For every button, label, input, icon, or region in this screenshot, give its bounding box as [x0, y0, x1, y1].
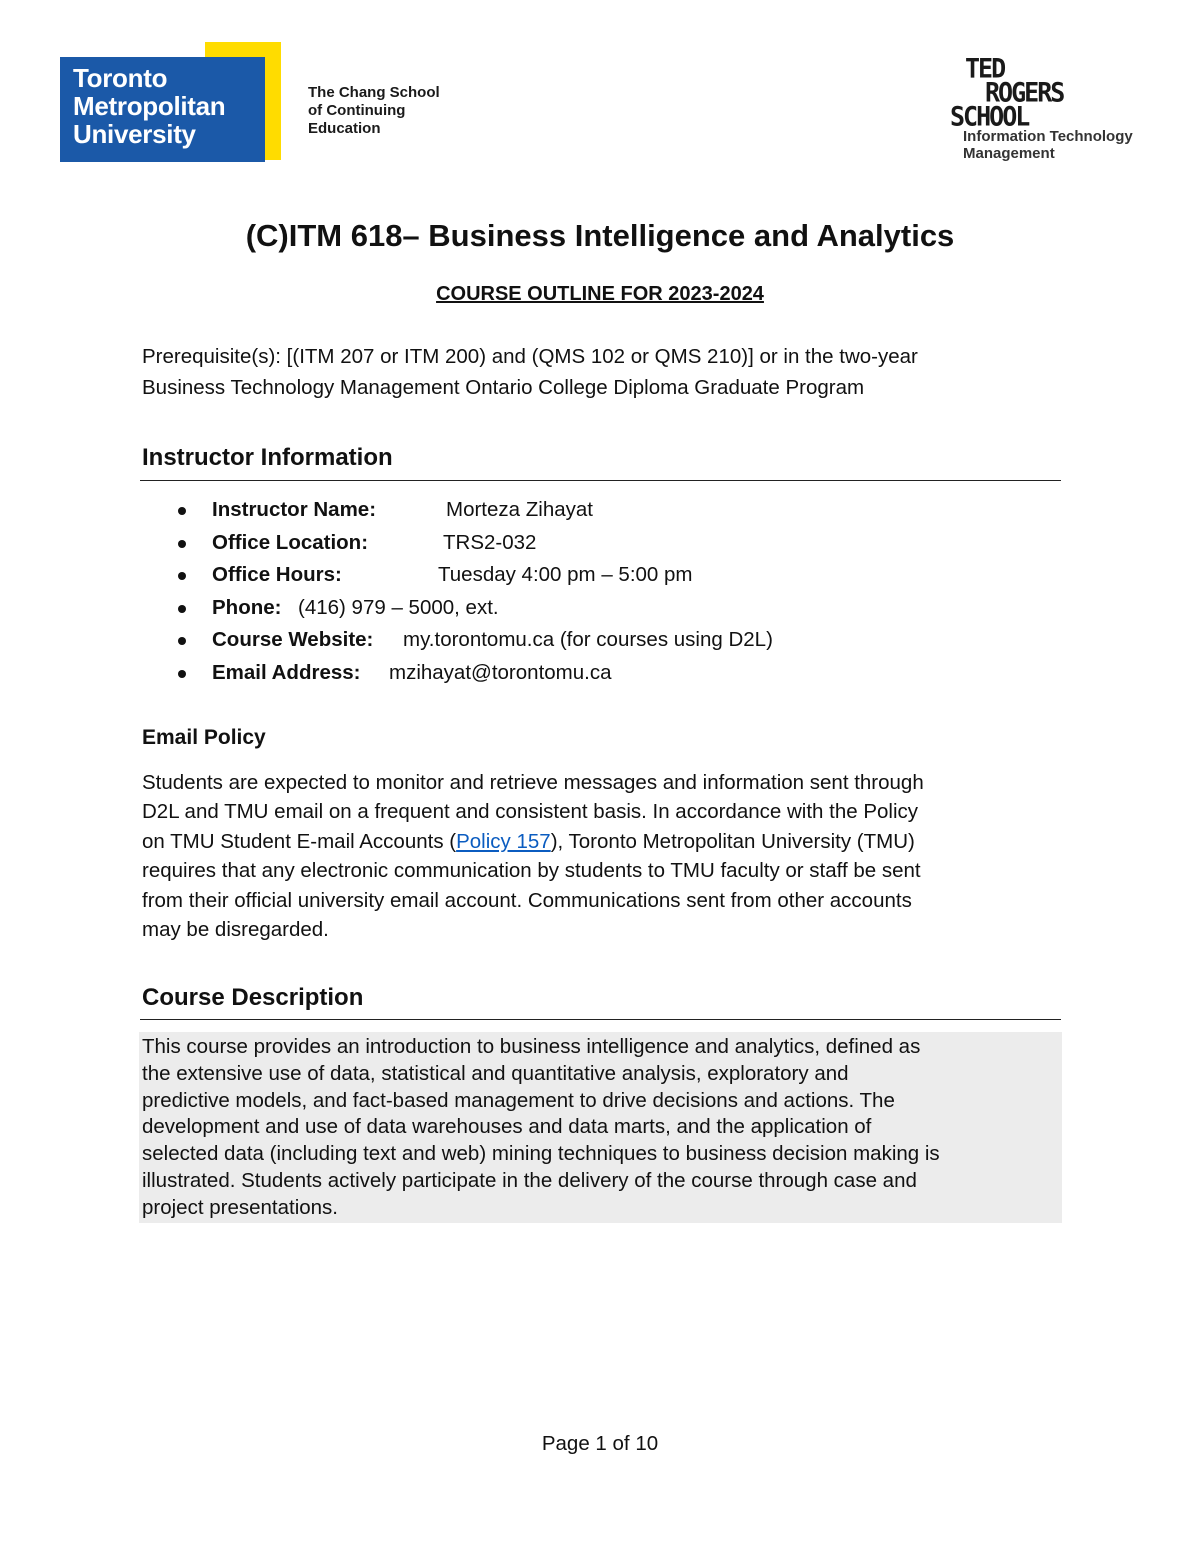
itm-logo-line: Management — [963, 145, 1055, 162]
tmu-logo-line: Toronto — [73, 63, 168, 93]
policy-157-link[interactable]: Policy 157 — [456, 829, 551, 853]
ted-rogers-logo-line: TED — [965, 53, 1005, 84]
prerequisites-line: Prerequisite(s): [(ITM 207 or ITM 200) and (QMS 102 or QMS 210)] or in the two-year — [142, 345, 918, 368]
course-description-heading: Course Description — [142, 984, 364, 1011]
page-number: Page 1 of 10 — [541, 1432, 659, 1455]
item-label: Email Address: — [212, 660, 361, 684]
description-line: illustrated. Students actively participate in the delivery of the course through case and — [142, 1168, 917, 1192]
page-title: (C)ITM 618– Business Intelligence and Analytics — [245, 218, 955, 253]
itm-logo-line: Information Technology — [963, 128, 1133, 145]
paragraph-line: requires that any electronic communication by students to TMU faculty or staff be sent — [142, 859, 921, 883]
description-line: project presentations. — [142, 1195, 339, 1219]
item-label: Course Website: — [212, 628, 374, 651]
bullet-icon — [178, 572, 186, 580]
item-value: Morteza Zihayat — [446, 498, 593, 521]
description-line: predictive models, and fact-based management to drive decisions and actions. The — [142, 1088, 895, 1112]
bullet-icon — [178, 605, 186, 613]
ted-rogers-logo-line: SCHOOL — [950, 101, 1029, 132]
item-label: Office Hours: — [212, 563, 342, 586]
bullet-icon — [178, 670, 186, 678]
paragraph-line: Students are expected to monitor and retrieve messages and information sent through — [142, 771, 924, 794]
paragraph-text: ), Toronto Metropolitan University (TMU) — [550, 829, 915, 853]
ted-rogers-logo-line: ROGERS — [985, 77, 1064, 108]
bullet-icon — [178, 507, 186, 515]
description-line: This course provides an introduction to business intelligence and analytics, defined as — [142, 1035, 921, 1058]
prerequisites-line: Business Technology Management Ontario College Diploma Graduate Program — [142, 376, 865, 399]
paragraph-text: on TMU Student E-mail Accounts ( — [142, 829, 457, 853]
tmu-logo-line: University — [73, 119, 196, 149]
paragraph-line: D2L and TMU email on a frequent and consistent basis. In accordance with the Policy — [142, 800, 919, 824]
paragraph-line: may be disregarded. — [142, 918, 329, 942]
item-value: Tuesday 4:00 pm – 5:00 pm — [438, 563, 693, 586]
description-line: the extensive use of data, statistical and quantitative analysis, exploratory and — [142, 1061, 849, 1085]
email-address: mzihayat@torontomu.ca — [389, 660, 612, 684]
item-label: Instructor Name: — [212, 498, 377, 521]
tmu-logo — [73, 64, 225, 148]
email-policy-text — [142, 768, 1072, 944]
bullet-icon — [178, 540, 186, 548]
ted-rogers-logo-subtitle — [963, 128, 1133, 162]
section-divider — [140, 480, 1061, 481]
email-policy-heading: Email Policy — [142, 726, 266, 749]
paragraph-line — [142, 827, 1072, 856]
course-description-text — [142, 1034, 940, 1222]
paragraph-line: from their official university email account. Communications sent from other accounts — [142, 888, 912, 912]
chang-logo-line: Education — [308, 120, 381, 137]
item-label: Phone: — [212, 595, 282, 619]
item-value: (416) 979 – 5000, ext. — [298, 595, 499, 619]
item-value: TRS2-032 — [443, 530, 537, 554]
item-label: Office Location: — [212, 530, 369, 554]
chang-logo-line: of Continuing — [308, 102, 406, 119]
item-value: my.torontomu.ca (for courses using D2L) — [403, 628, 773, 651]
page-subtitle: COURSE OUTLINE FOR 2023-2024 — [436, 283, 764, 305]
chang-school-logo — [308, 84, 440, 138]
prerequisites — [142, 341, 1072, 403]
description-line: development and use of data warehouses and data marts, and the application of — [142, 1115, 872, 1139]
instructor-info-heading: Instructor Information — [142, 444, 393, 471]
description-line: selected data (including text and web) mining techniques to business decision making is — [142, 1142, 940, 1166]
bullet-icon — [178, 637, 186, 645]
tmu-logo-line: Metropolitan — [73, 91, 226, 121]
section-divider — [140, 1019, 1061, 1020]
chang-logo-line: The Chang School — [308, 84, 440, 101]
